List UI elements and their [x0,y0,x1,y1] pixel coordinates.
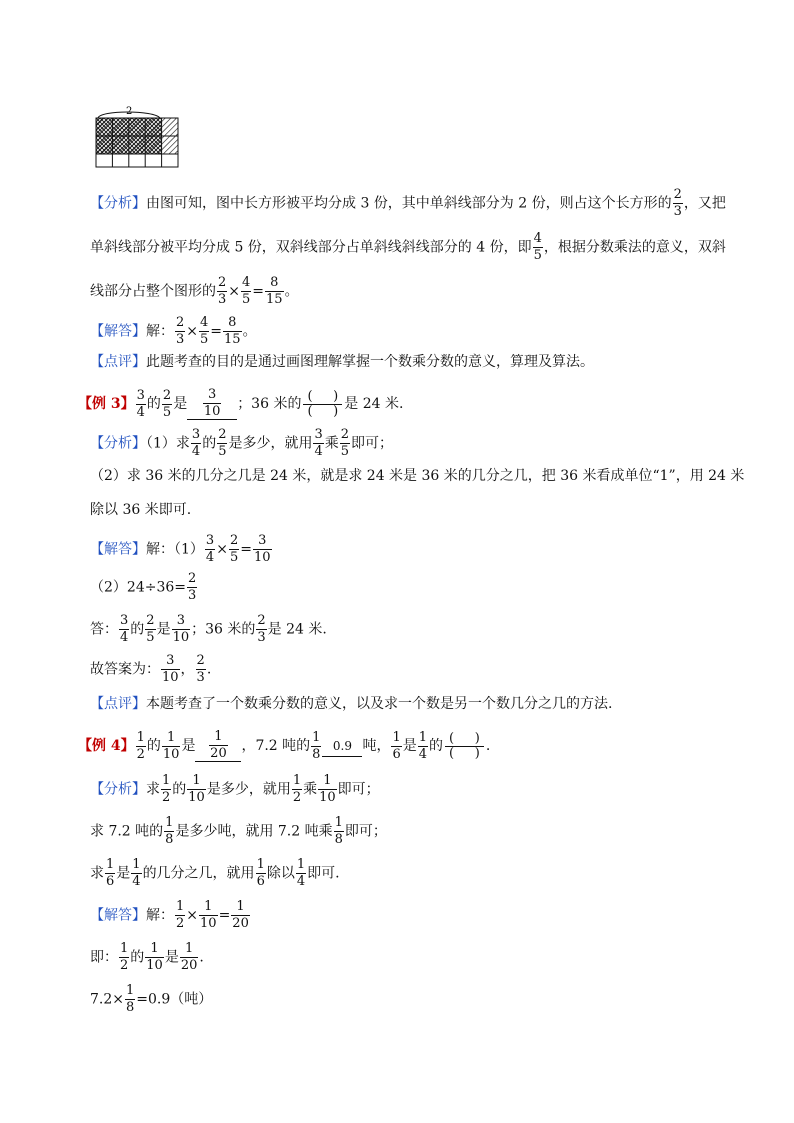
fraction: $\frac{2}{3}$ [218,275,227,307]
analysis-line-1: 【分析】由图可知，图中长方形被平均分成 3 份，其中单斜线部分为 2 份，则占这个长方形的 $\frac{2}{3}$ ，又把 [90,187,726,219]
empty-fraction-blank: ( ) ( ) [303,390,342,419]
answer-tag: 【解答】 [90,323,146,340]
example-4-question: 【例 4】 $\frac{1}{2}$ 的 $\frac{1}{10}$ 是 $\frac{1}{20}$ ，7.2 吨的 $\frac{1}{8}$ 0.9 吨， $\frac{1}{6}$ 是 $\frac{1}{4}$ 的 ( ) ( ) . [78,729,491,762]
figure-top-label: 2 [126,106,133,117]
example-4-analysis-2: 求 7.2 吨的 $\frac{1}{8}$ 是多少吨，就用 7.2 吨乘 $\frac{1}{8}$ 即可； [90,815,387,847]
empty-fraction-blank: ( ) ( ) [445,732,484,761]
answer-blank-2: 0.9 [322,736,362,757]
example-4-analysis-1: 【分析】求 $\frac{1}{2}$ 的 $\frac{1}{10}$ 是多少，就用 $\frac{1}{2}$ 乘 $\frac{1}{10}$ 即可； [90,773,380,805]
example-3-final-answer: 故答案为： $\frac{3}{10}$ ， $\frac{2}{3}$ . [90,653,212,685]
fraction: $\frac{8}{15}$ [266,275,283,307]
example-4-tag: 【例 4】 [78,738,135,754]
example-3-analysis-2: （2）求 36 米的几分之几是 24 米，就是求 24 米是 36 米的几分之几，把 36 米看成单位“1”，用 24 米 [90,468,745,484]
example-3-analysis-3: 除以 36 米即可. [90,502,192,518]
answer-line: 【解答】解： $\frac{2}{3}$ × $\frac{4}{5}$ = $\frac{8}{15}$ 。 [90,315,257,347]
example-3-comment: 【点评】本题考查了一个数乘分数的意义，以及求一个数是另一个数几分之几的方法. [90,696,613,712]
answer-blank: $\frac{3}{10}$ [187,388,237,420]
fraction: $\frac{4}{5}$ [533,231,542,263]
analysis-line-3: 线部分占整个图形的 $\frac{2}{3}$ × $\frac{4}{5}$ = $\frac{8}{15}$ 。 [90,275,299,307]
example-3-question: 【例 3】 $\frac{3}{4}$ 的 $\frac{2}{5}$ 是 $\frac{3}{10}$ ；36 米的 ( ) ( ) 是 24 米. [78,387,404,420]
comment-tag: 【点评】 [90,354,146,370]
fraction: $\frac{4}{5}$ [200,315,209,347]
example-3-tag: 【例 3】 [78,396,135,412]
example-4-solution-3: 7.2× $\frac{1}{8}$ =0.9（吨） [90,983,213,1015]
fraction: $\frac{8}{15}$ [224,315,241,347]
example-3-solution-2: （2）24÷36= $\frac{2}{3}$ [90,571,197,603]
example-3-analysis-1: 【分析】（1）求 $\frac{3}{4}$ 的 $\frac{2}{5}$ 是多少，就用 $\frac{3}{4}$ 乘 $\frac{2}{5}$ 即可； [90,427,394,459]
answer-blank: $\frac{1}{20}$ [195,730,241,762]
fraction: $\frac{3}{4}$ [136,387,145,420]
example-4-analysis-3: 求 $\frac{1}{6}$ 是 $\frac{1}{4}$ 的几分之几，就用 $\frac{1}{6}$ 除以 $\frac{1}{4}$ 即可. [90,857,340,889]
fraction: $\frac{2}{3}$ [673,187,682,219]
analysis-line-2: 单斜线部分被平均分成 5 份，双斜线部分占单斜线斜线部分的 4 份，即 $\frac{4}{5}$ ，根据分数乘法的意义，双斜 [90,231,726,263]
example-3-solution-1: 【解答】解：（1） $\frac{3}{4}$ × $\frac{2}{5}$ = $\frac{3}{10}$ [90,533,271,565]
example-3-answer: 答： $\frac{3}{4}$ 的 $\frac{2}{5}$ 是 $\frac{3}{10}$ ；36 米的 $\frac{2}{3}$ 是 24 米. [90,613,327,645]
example-4-solution-2: 即： $\frac{1}{2}$ 的 $\frac{1}{10}$ 是 $\frac{1}{20}$ . [90,941,204,973]
example-4-solution-1: 【解答】解： $\frac{1}{2}$ × $\frac{1}{10}$ = $\frac{1}{20}$ [90,899,249,931]
analysis-tag: 【分析】 [90,195,146,212]
grid-figure [94,104,184,170]
fraction: $\frac{2}{3}$ [176,315,185,347]
fraction: $\frac{2}{5}$ [162,387,172,420]
fraction: $\frac{4}{5}$ [242,275,251,307]
comment-line: 【点评】此题考查的目的是通过画图理解掌握一个数乘分数的意义，算理及算法。 [90,354,594,370]
